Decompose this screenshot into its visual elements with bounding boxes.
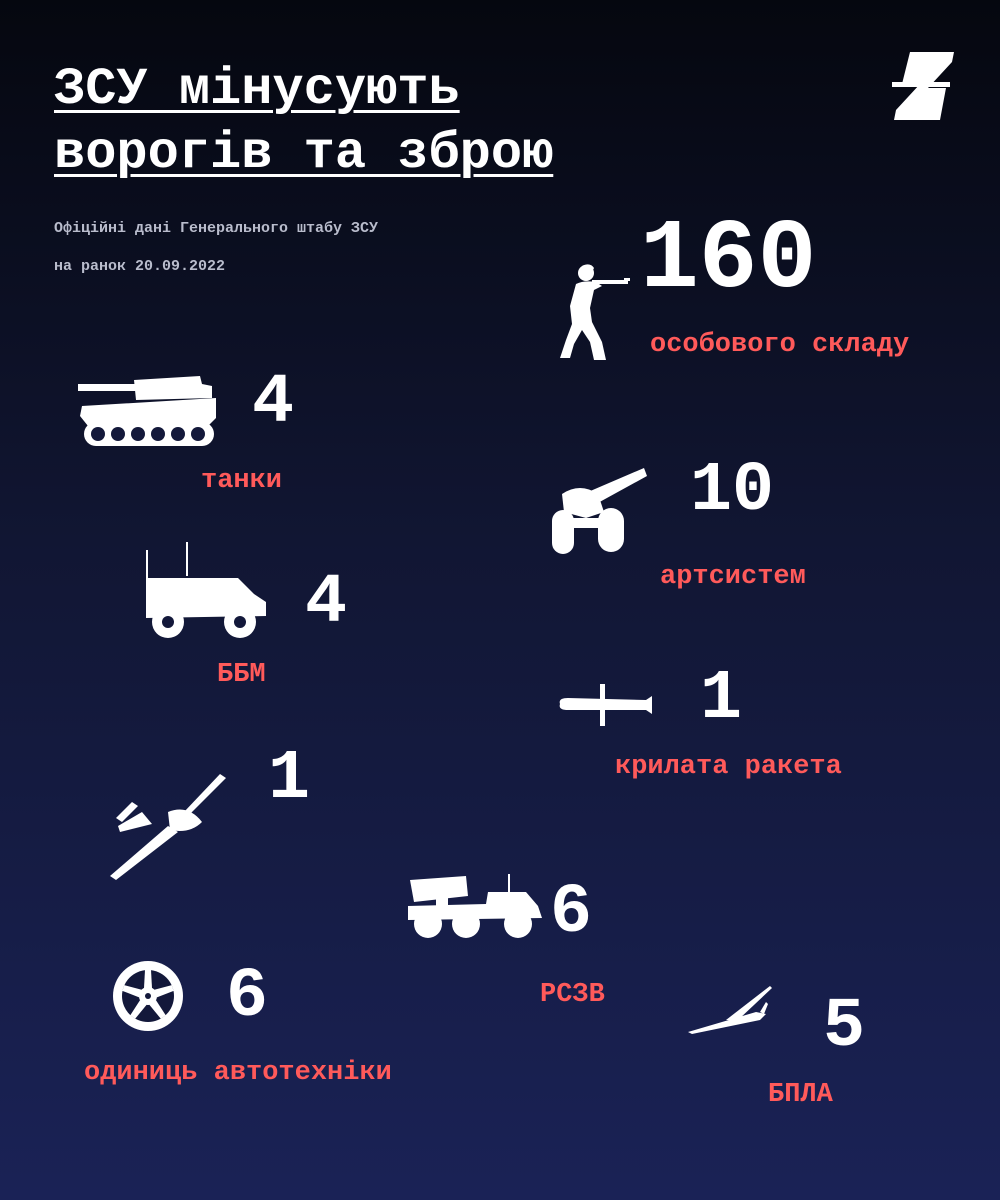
vehicles-label: одиниць автотехніки [84,1058,392,1088]
aircraft-count: 1 [268,740,311,819]
tanks-count: 4 [252,364,295,443]
missile-label: крилата ракета [615,752,842,782]
personnel-count: 160 [640,205,817,316]
apc-label: ББМ [217,660,266,690]
cruise-missile-icon [556,684,654,726]
apc-count: 4 [305,564,348,643]
personnel-label: особового складу [650,330,910,360]
artillery-count: 10 [690,452,775,531]
vehicles-count: 6 [226,958,269,1037]
missile-count: 1 [700,660,743,739]
armored-vehicle-icon [142,540,268,640]
mlrs-label: РСЗВ [540,980,605,1010]
howitzer-icon [548,464,648,560]
z-logo-icon [890,48,956,124]
uav-label: БПЛА [768,1080,833,1110]
date-text: на ранок 20.09.2022 [54,258,226,275]
title-line-1: ЗСУ мінусують [54,60,460,119]
title-line-2: ворогів та зброю [54,124,554,183]
wheel-icon [112,960,184,1032]
aircraft-icon [108,772,228,882]
uav-count: 5 [823,988,866,1067]
mlrs-count: 6 [550,874,593,953]
drone-icon [686,984,776,1036]
source-text: Офіційні дані Генерального штабу ЗСУ [54,220,379,237]
page-title [54,58,553,186]
soldier-icon [556,262,632,364]
artillery-label: артсистем [660,562,806,592]
tanks-label: танки [201,466,283,496]
tank-icon [78,376,218,448]
mlrs-icon [406,872,546,940]
